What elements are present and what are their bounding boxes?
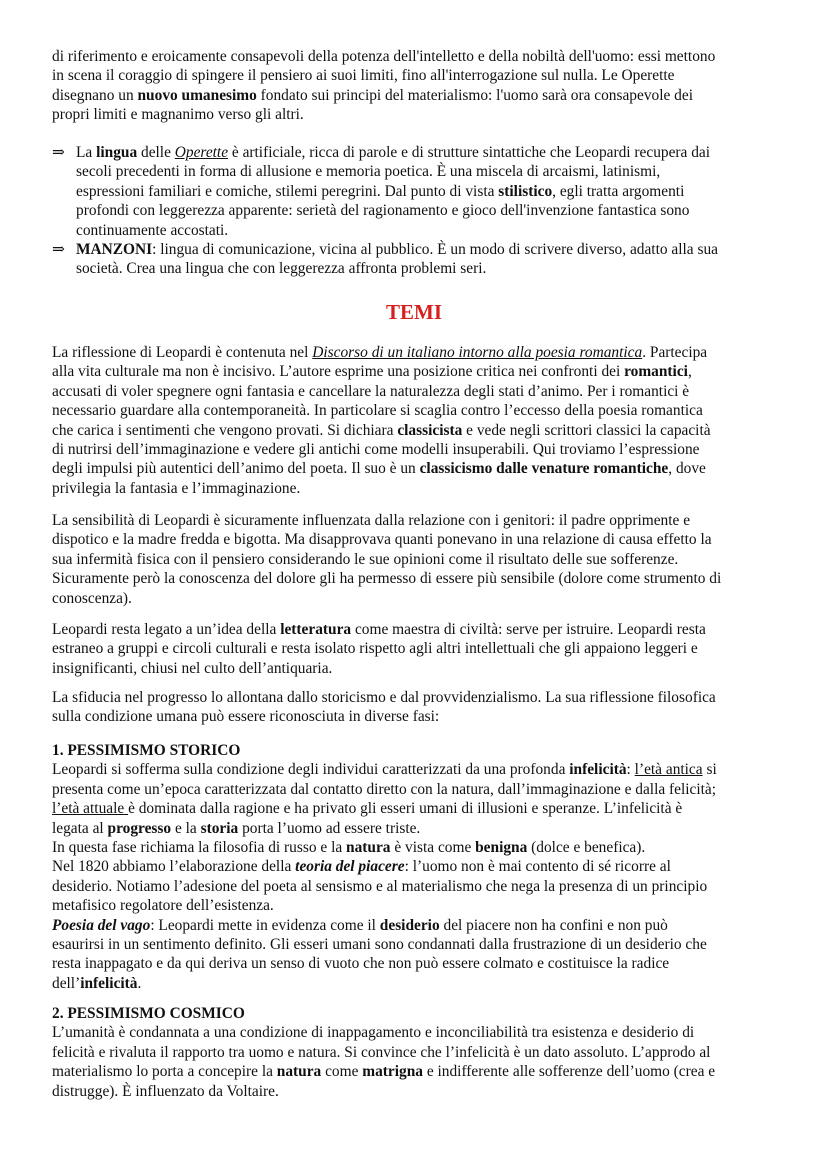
- text-line: di riferimento e eroicamente consapevoli della potenza dell'intelletto e della nobiltà dell'uomo: essi mettono: [52, 48, 716, 65]
- paragraph-letteratura: [52, 620, 782, 678]
- text-line: desiderio. Notiamo l’adesione del poeta al sensismo e al materialismo che nega la presenza di un principio: [52, 877, 708, 895]
- text-line: estraneo a gruppi e circoli culturali e resta isolato rispetto agli altri intellettuali che gli appaiono leggeri e: [52, 640, 698, 658]
- section-heading: TEMI: [385, 300, 442, 324]
- text-line: La sensibilità di Leopardi è sicuramente influenzata dalla relazione con i genitori: il padre opprimente e: [52, 512, 691, 529]
- text-line: continuamente accostati.: [76, 221, 229, 239]
- text-line: privilegia la fantasia e l’immaginazione.: [52, 479, 301, 497]
- bullet-text: [76, 240, 782, 279]
- paragraph-sfiducia: [52, 688, 782, 727]
- text-line: presenta come un’epoca caratterizzata dal contatto diretto con la natura, dall’immaginazione e dalla felicità;: [52, 780, 717, 798]
- section-title: 1. PESSIMISMO STORICO: [52, 742, 241, 759]
- bullet-text: [76, 143, 782, 240]
- section-title: 2. PESSIMISMO COSMICO: [52, 1005, 245, 1022]
- text-line: società. Crea una lingua che con leggerezza affronta problemi seri.: [76, 260, 487, 278]
- arrow-icon: ⇒: [52, 144, 65, 161]
- text-line: esaurirsi in un sentimento definito. Gli esseri umani sono condannati dalla frustrazione di un desiderio che: [52, 936, 707, 954]
- text-line: felicità e rivaluta il rapporto tra uomo e natura. Si convince che l’infelicità è un dato assoluto. L’approdo al: [52, 1043, 711, 1061]
- text-line: di nutrirsi dell’immaginazione e vedere gli antichi come modelli insuperabili. Qui troviamo l’espressione: [52, 441, 700, 459]
- text-line: secoli precedenti in forma di allusione e memoria poetica. È una miscela di arcaismi, latinismi,: [76, 163, 661, 181]
- text-line: Leopardi resta legato a un’idea della letteratura come maestra di civiltà: serve per istruire. Leopardi resta: [52, 621, 706, 638]
- text-line: distrugge). È influenzato da Voltaire.: [52, 1082, 279, 1100]
- text-line: in scena il coraggio di spingere il pensiero ai suoi limiti, fino all'interrogazione sul nulla. Le Operette: [52, 67, 675, 85]
- section-pessimismo-storico: [52, 741, 782, 993]
- intro-paragraph: [52, 47, 782, 125]
- text-line: alla vita culturale ma non è incisivo. L’autore esprime una posizione critica nei confronti dei romantici,: [52, 363, 692, 381]
- text-line: La lingua delle Operette è artificiale, ricca di parole e di strutture sintattiche che Leopardi recupera dai: [76, 144, 711, 161]
- text-line: disegnano un nuovo umanesimo fondato sui principi del materialismo: l'uomo sarà ora consapevole dei: [52, 86, 693, 104]
- text-line: sulla condizione umana può essere riconosciuta in diverse fasi:: [52, 708, 440, 726]
- text-line: La sfiducia nel progresso lo allontana dallo storicismo e dal provvidenzialismo. La sua riflessione filosofica: [52, 689, 716, 706]
- text-line: conoscenza).: [52, 589, 132, 607]
- text-line: metafisico regolatore dell’esistenza.: [52, 897, 274, 915]
- text-line: Poesia del vago: Leopardi mette in evidenza come il desiderio del piacere non ha confini e non può: [52, 916, 668, 934]
- text-line: degli impulsi più autentici dell’animo del poeta. Il suo è un classicismo dalle venature romantiche, dove: [52, 460, 706, 478]
- text-line: sua infermità fisica con il pensiero considerando le sue opinioni come il risultato delle sue sofferenze.: [52, 550, 679, 568]
- text-line: espressioni familiari e comiche, stilemi peregrini. Dal punto di vista stilistico, egli tratta argomenti: [76, 182, 685, 200]
- text-line: l’età attuale è dominata dalla ragione e ha privato gli esseri umani di illusioni e speranze. L’infelicità è: [52, 800, 683, 818]
- text-line: accusati di voler spegnere ogni fantasia e cancellare la naturalezza degli stati d’animo. Per i romantici è: [52, 382, 690, 400]
- text-line: L’umanità è condannata a una condizione di inappagamento e inconciliabilità tra esistenza e desiderio di: [52, 1024, 695, 1042]
- text-line: legata al progresso e la storia porta l’uomo ad essere triste.: [52, 819, 421, 837]
- text-line: dell’infelicità.: [52, 974, 142, 992]
- text-line: che carica i sentimenti che vengono provati. Si dichiara classicista e vede negli scrittori classici la capacità: [52, 421, 711, 439]
- section-pessimismo-cosmico: [52, 1004, 782, 1101]
- text-line: propri limiti e magnanimo verso gli altri.: [52, 106, 304, 124]
- text-line: In questa fase richiama la filosofia di russo e la natura è vista come benigna (dolce e benefica).: [52, 839, 646, 857]
- text-line: Nel 1820 abbiamo l’elaborazione della teoria del piacere: l’uomo non è mai contento di sé ricorre al: [52, 858, 671, 876]
- text-line: La riflessione di Leopardi è contenuta nel Discorso di un italiano intorno alla poesia romantica. Partecipa: [52, 344, 708, 361]
- text-line: necessario guardare alla contemporaneità. In particolare si scaglia contro l’eccesso della poesia romantica: [52, 402, 703, 420]
- paragraph-sensibilita: [52, 511, 782, 608]
- text-line: resta inappagato e da qui deriva un senso di vuoto che non può essere colmato e costituisce la radice: [52, 955, 670, 973]
- text-line: Sicuramente però la conoscenza del dolore gli ha permesso di essere più sensibile (dolore come strumento di: [52, 570, 722, 588]
- text-line: materialismo lo porta a concepire la natura come matrigna e indifferente alle sofferenze dell’uomo (crea e: [52, 1063, 716, 1081]
- text-line: Leopardi si sofferma sulla condizione degli individui caratterizzati da una profonda infelicità: l’età antica si: [52, 761, 717, 779]
- arrow-icon: ⇒: [52, 241, 65, 258]
- text-line: profondi con leggerezza apparente: serietà del ragionamento e gioco dell'invenzione fantastica sono: [76, 202, 690, 220]
- text-line: dispotico e la madre fredda e bigotta. Ma disapprovava quanti ponevano in una relazione di causa effetto la: [52, 531, 712, 549]
- text-line: MANZONI: lingua di comunicazione, vicina al pubblico. È un modo di scrivere diverso, adatto alla sua: [76, 241, 718, 258]
- text-line: insignificanti, chiusi nel culto dell’antiquaria.: [52, 659, 333, 677]
- paragraph-discorso: [52, 343, 782, 498]
